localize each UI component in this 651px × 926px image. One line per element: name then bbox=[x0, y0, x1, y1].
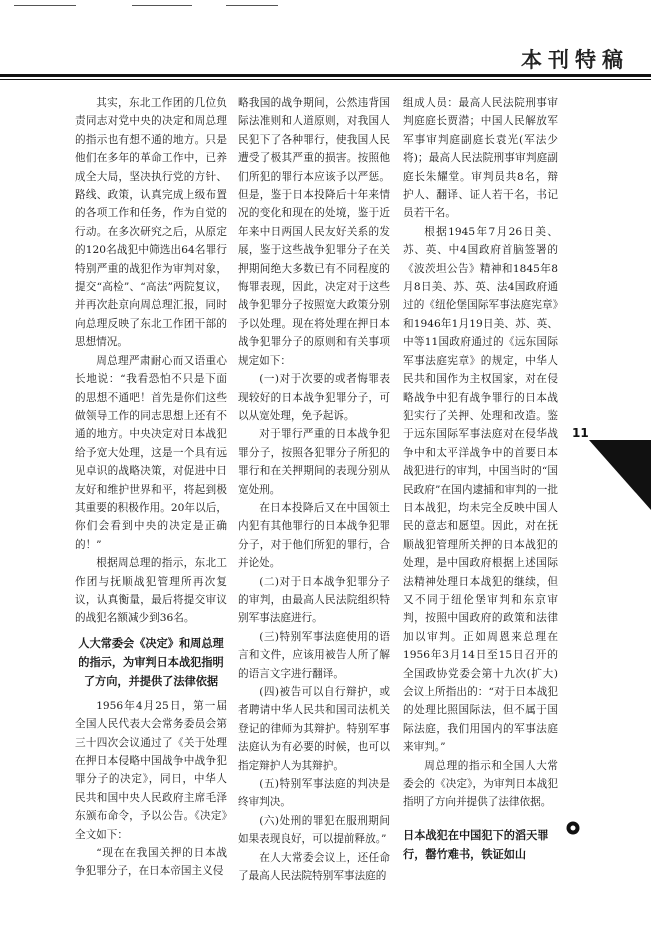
paragraph: (四)被告可以自行辩护，或者聘请中华人民共和国司法机关登记的律师为其辩护。特别军事法庭认为有必要的时候，也可以指定辩护人为其辩护。 bbox=[238, 686, 390, 772]
paragraph: 其实，东北工作团的几位负责同志对党中央的决定和周总理的指示也有想不通的地方。只是他们在多年的革命工作中，已养成全大局，坚决执行党的方针、路线、政策，认真完成上级布置的各项工作和任务，作为自觉的行动。在多次研究之后，从原定的120名战犯中筛选出64名罪行特别严重的战犯作为审判对象，提交“高检”、“高法”两院复议，并再次赴京向周总理汇报，同时向总理反映了东北工作团干部的思想情况。 bbox=[75, 97, 227, 349]
paragraph: 根据1945年7月26日美、苏、英、中4国政府首脑签署的《波茨坦公告》精神和1845年8月8日美、苏、英、法4国政府通过的《纽伦堡国际军事法庭宪章》和1946年1月19日美、苏、英、中等11国政府通过的《远东国际军事法庭宪章》的规定，中华人民共和国作为主权国家，对在侵略战争中犯有战争罪行的日本战犯实行了关押、处理和改造。鉴于远东国际军事法庭对在侵华战争中和太平洋战争中的首要日本战犯进行的审判，中国当时的“国民政府”在国内逮捕和审判的一批日本战犯，均未完全反映中国人民的意志和愿望。因此，对在抚顺战犯管理所关押的日本战犯的处理，是中国政府根据上述国际法精神处理日本战犯的继续，但又不同于纽伦堡审判和东京审判，按照中国政府的政策和法律加以审判。正如周恩来总理在1956年3月14日至15日召开的全国政协党委会第十九次(扩大)会议上所指出的：“对于日本战犯的处理比照国际法，但不属于国际法庭，我们用国内的军事法庭来审判。” bbox=[403, 225, 558, 754]
top-rule-2 bbox=[132, 5, 192, 6]
page-tab-triangle-icon bbox=[589, 440, 651, 510]
paragraph: (二)对于日本战争犯罪分子的审判，由最高人民法院组织特别军事法庭进行。 bbox=[238, 575, 390, 625]
paragraph: “现在在我国关押的日本战争犯罪分子，在日本帝国主义侵 bbox=[75, 847, 227, 878]
paragraph: (一)对于次要的或者悔罪表现较好的日本战争犯罪分子，可以从宽处理，免予起诉。 bbox=[238, 373, 390, 422]
header-rule-thin bbox=[0, 79, 651, 80]
top-rule-1 bbox=[14, 5, 76, 6]
paragraph: 略我国的战争期间，公然违背国际法准则和人道原则，对我国人民犯下了各种罪行，使我国人民遭受了极其严重的损害。按照他们所犯的罪行本应该予以严惩。但是，鉴于日本投降后十年来情况的变化和现在的处境，鉴于近年来中日两国人民友好关系的发展，鉴于这些战争犯罪分子在关押期间绝大多数已有不同程度的悔罪表现，因此，决定对于这些战争犯罪分子按照宽大政策分别予以处理。现在将处理在押日本战争犯罪分子的原则和有关事项规定如下： bbox=[238, 97, 390, 367]
top-rule-3 bbox=[226, 5, 278, 6]
paragraph: 在人大常委会议上，还任命了最高人民法院特别军事法庭的 bbox=[238, 851, 390, 883]
page-number: 11 bbox=[572, 426, 589, 440]
header-rule-thick bbox=[0, 74, 651, 77]
column-2 bbox=[238, 94, 390, 909]
column-1 bbox=[75, 94, 227, 909]
paragraph: (五)特别军事法庭的判决是终审判决。 bbox=[238, 778, 390, 809]
section-subheading: 人大常委会《决定》和周总理的指示，为审判日本战犯指明了方向，并提供了法律依据 bbox=[78, 636, 224, 688]
bullet-circle-icon bbox=[565, 820, 581, 836]
paragraph: (六)处刑的罪犯在服刑期间如果表现良好，可以提前释放。” bbox=[238, 814, 390, 846]
paragraph: 1956年4月25日，第一届全国人民代表大会常务委员会第三十四次会议通过了《关于处理在押日本侵略中国战争中战争犯罪分子的决定》，同日，中华人民共和国中央人民政府主席毛泽东颁布命令，予以公告。《决定》全文如下： bbox=[75, 699, 227, 841]
paragraph: 根据周总理的指示，东北工作团与抚顺战犯管理所再次复议，认真衡量，最后将提交审议的战犯名额减少到36名。 bbox=[75, 557, 227, 625]
column-3 bbox=[403, 94, 558, 909]
paragraph: 对于罪行严重的日本战争犯罪分子，按照各犯罪分子所犯的罪行和在关押期间的表现分别从宽处刑。 bbox=[238, 428, 390, 496]
section-subheading: 日本战犯在中国犯下的滔天罪行，罄竹难书，铁证如山 bbox=[403, 828, 549, 861]
paragraph: 在日本投降后又在中国领土内犯有其他罪行的日本战争犯罪分子，对于他们所犯的罪行，合并论处。 bbox=[238, 501, 390, 570]
section-title: 本刊特稿 bbox=[521, 48, 629, 72]
paragraph: 周总理严肃耐心而又语重心长地说：“我看恐怕不只是下面的思想不通吧！首先是你们这些做领导工作的同志思想上还有不通的地方。中央决定对日本战犯给予宽大处理，这是一个具有远见卓识的战略决策，对促进中日友好和维护世界和平，将起到极其重要的积极作用。20年以后，你们会看到中央的决定是正确的！” bbox=[75, 354, 227, 551]
paragraph: 组成人员：最高人民法院刑事审判庭庭长贾潜；中国人民解放军军事审判庭副庭长袁光(军法少将)；最高人民法院刑事审判庭副庭长朱耀堂。审判员共8名，辩护人、翻译、证人若干名，书记员若干名。 bbox=[403, 97, 558, 220]
paragraph: 周总理的指示和全国人大常委会的《决定》，为审判日本战犯指明了方向并提供了法律依据。 bbox=[403, 759, 558, 809]
paragraph: (三)特别军事法庭使用的语言和文件，应该用被告人所了解的语言文字进行翻译。 bbox=[238, 630, 390, 680]
